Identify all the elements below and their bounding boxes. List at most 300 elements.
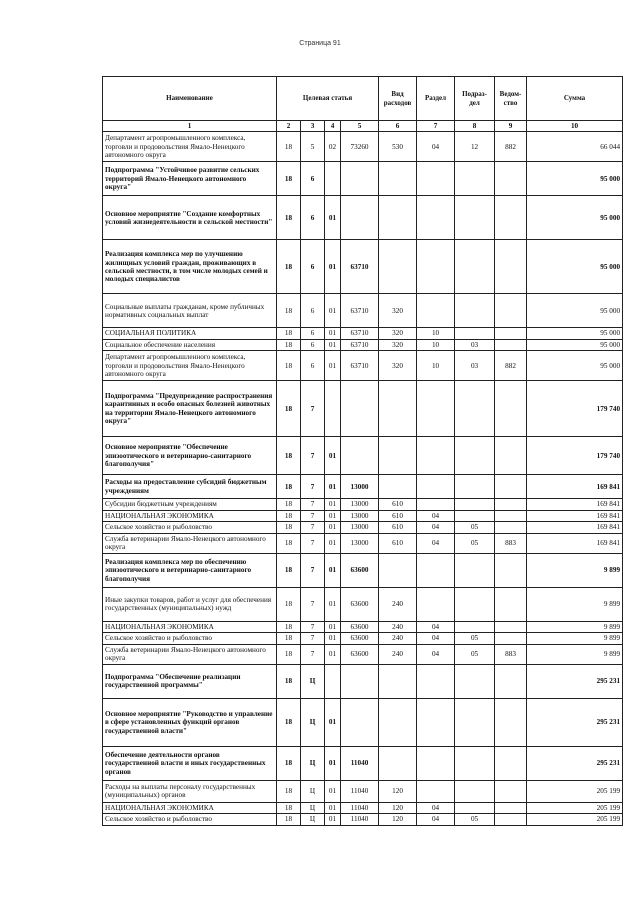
header-target-article: Целевая статья — [277, 77, 379, 121]
column-index-row — [103, 121, 623, 132]
row-activity: 01 — [325, 437, 341, 475]
row-program: 18 — [277, 162, 301, 196]
row-sum: 169 841 — [527, 522, 623, 533]
row-direction: 63600 — [341, 621, 379, 632]
row-expense-type: 240 — [379, 644, 417, 664]
row-subprogram: 6 — [301, 240, 325, 294]
row-name: Подпрограмма "Предупреждение распространения карантинных и особо опасных болезней животных на территории Ямало-Ненецкого автономного округа" — [103, 381, 277, 437]
budget-table — [102, 76, 623, 826]
row-direction: 63600 — [341, 553, 379, 587]
row-name: Сельское хозяйство и рыболовство — [103, 522, 277, 533]
row-activity — [325, 664, 341, 698]
row-section: 04 — [417, 644, 455, 664]
row-expense-type: 610 — [379, 499, 417, 510]
row-subsection — [455, 621, 495, 632]
row-department: 883 — [495, 644, 527, 664]
row-direction: 63710 — [341, 328, 379, 339]
row-activity: 01 — [325, 351, 341, 381]
row-direction: 11040 — [341, 814, 379, 825]
row-sum: 9 899 — [527, 633, 623, 644]
column-index: 8 — [455, 121, 495, 132]
column-index: 1 — [103, 121, 277, 132]
row-direction — [341, 698, 379, 746]
row-direction: 13000 — [341, 475, 379, 499]
row-subprogram: 7 — [301, 633, 325, 644]
row-activity: 01 — [325, 339, 341, 350]
row-program: 18 — [277, 553, 301, 587]
row-subsection — [455, 510, 495, 521]
table-row — [103, 351, 623, 381]
column-index: 6 — [379, 121, 417, 132]
table-row — [103, 510, 623, 521]
row-direction: 13000 — [341, 499, 379, 510]
row-subsection: 05 — [455, 633, 495, 644]
row-expense-type — [379, 381, 417, 437]
row-name: Иные закупки товаров, работ и услуг для обеспечения государственных (муниципальных) нужд — [103, 587, 277, 621]
row-department — [495, 339, 527, 350]
header-expense-type: Вид расходов — [379, 77, 417, 121]
row-department — [495, 746, 527, 780]
row-name: Служба ветеринарии Ямало-Ненецкого автономного округа — [103, 644, 277, 664]
row-section: 04 — [417, 510, 455, 521]
row-section — [417, 746, 455, 780]
row-activity — [325, 162, 341, 196]
row-department — [495, 802, 527, 813]
row-section — [417, 780, 455, 802]
table-row — [103, 328, 623, 339]
row-program: 18 — [277, 240, 301, 294]
row-program: 18 — [277, 196, 301, 240]
table-row — [103, 437, 623, 475]
row-expense-type: 610 — [379, 522, 417, 533]
row-subsection: 03 — [455, 351, 495, 381]
row-program: 18 — [277, 351, 301, 381]
header-sum: Сумма — [527, 77, 623, 121]
row-direction: 63710 — [341, 351, 379, 381]
row-expense-type — [379, 196, 417, 240]
row-activity: 01 — [325, 196, 341, 240]
row-subprogram: 7 — [301, 621, 325, 632]
row-activity: 01 — [325, 780, 341, 802]
row-section: 04 — [417, 802, 455, 813]
row-subsection — [455, 746, 495, 780]
table-row — [103, 499, 623, 510]
row-subprogram: 6 — [301, 294, 325, 328]
row-program: 18 — [277, 132, 301, 162]
row-subsection: 05 — [455, 644, 495, 664]
row-subsection — [455, 475, 495, 499]
row-subsection — [455, 437, 495, 475]
row-subsection — [455, 294, 495, 328]
table-row — [103, 522, 623, 533]
row-activity: 01 — [325, 499, 341, 510]
row-direction — [341, 196, 379, 240]
row-direction: 63710 — [341, 294, 379, 328]
row-program: 18 — [277, 522, 301, 533]
row-activity: 01 — [325, 644, 341, 664]
row-activity: 01 — [325, 746, 341, 780]
row-subprogram: 7 — [301, 522, 325, 533]
row-sum: 66 044 — [527, 132, 623, 162]
row-direction: 63710 — [341, 240, 379, 294]
table-row — [103, 814, 623, 825]
row-department — [495, 437, 527, 475]
row-direction: 11040 — [341, 802, 379, 813]
row-name: НАЦИОНАЛЬНАЯ ЭКОНОМИКА — [103, 802, 277, 813]
row-subsection — [455, 381, 495, 437]
row-expense-type — [379, 162, 417, 196]
row-department — [495, 328, 527, 339]
row-subsection — [455, 162, 495, 196]
row-section: 10 — [417, 351, 455, 381]
row-subsection: 03 — [455, 339, 495, 350]
row-section: 04 — [417, 814, 455, 825]
row-sum: 169 841 — [527, 533, 623, 553]
row-expense-type: 240 — [379, 633, 417, 644]
row-expense-type — [379, 475, 417, 499]
row-sum: 9 899 — [527, 587, 623, 621]
row-program: 18 — [277, 499, 301, 510]
row-subsection — [455, 499, 495, 510]
row-activity: 01 — [325, 553, 341, 587]
row-department: 882 — [495, 351, 527, 381]
row-expense-type — [379, 698, 417, 746]
row-expense-type: 320 — [379, 294, 417, 328]
row-program: 18 — [277, 698, 301, 746]
row-direction — [341, 381, 379, 437]
row-direction: 73260 — [341, 132, 379, 162]
row-sum: 179 740 — [527, 381, 623, 437]
row-subprogram: Ц — [301, 802, 325, 813]
row-name: Реализация комплекса мер по улучшению жилищных условий граждан, проживающих в сельской местности, в том числе молодых семей и молодых специалистов — [103, 240, 277, 294]
row-subsection: 05 — [455, 814, 495, 825]
table-row — [103, 240, 623, 294]
table-row — [103, 664, 623, 698]
row-program: 18 — [277, 587, 301, 621]
row-name: Сельское хозяйство и рыболовство — [103, 633, 277, 644]
row-section: 10 — [417, 339, 455, 350]
row-expense-type: 320 — [379, 339, 417, 350]
row-direction: 13000 — [341, 522, 379, 533]
table-row — [103, 587, 623, 621]
row-activity: 01 — [325, 814, 341, 825]
row-subsection: 12 — [455, 132, 495, 162]
table-row — [103, 780, 623, 802]
row-section — [417, 698, 455, 746]
header-section: Раздел — [417, 77, 455, 121]
row-expense-type: 120 — [379, 802, 417, 813]
row-sum: 205 199 — [527, 814, 623, 825]
row-program: 18 — [277, 339, 301, 350]
row-section — [417, 664, 455, 698]
row-program: 18 — [277, 475, 301, 499]
row-department — [495, 196, 527, 240]
row-name: НАЦИОНАЛЬНАЯ ЭКОНОМИКА — [103, 510, 277, 521]
row-section — [417, 475, 455, 499]
row-subsection — [455, 240, 495, 294]
row-activity: 01 — [325, 475, 341, 499]
header-department: Ведом-ство — [495, 77, 527, 121]
table-row — [103, 339, 623, 350]
row-department — [495, 475, 527, 499]
table-row — [103, 162, 623, 196]
row-section — [417, 196, 455, 240]
row-name: Основное мероприятие "Руководство и управление в сфере установленных функций органов государственной власти" — [103, 698, 277, 746]
row-name: Расходы на предоставление субсидий бюджетным учреждениям — [103, 475, 277, 499]
table-row — [103, 746, 623, 780]
row-department: 883 — [495, 533, 527, 553]
row-sum: 295 231 — [527, 698, 623, 746]
row-program: 18 — [277, 644, 301, 664]
row-sum: 95 000 — [527, 240, 623, 294]
row-sum: 9 899 — [527, 621, 623, 632]
row-name: Социальное обеспечение населения — [103, 339, 277, 350]
row-activity: 01 — [325, 240, 341, 294]
column-index: 2 — [277, 121, 301, 132]
row-program: 18 — [277, 780, 301, 802]
header-name: Наименование — [103, 77, 277, 121]
row-subsection — [455, 802, 495, 813]
row-section — [417, 587, 455, 621]
row-program: 18 — [277, 802, 301, 813]
row-department — [495, 814, 527, 825]
row-department — [495, 381, 527, 437]
row-subprogram: 6 — [301, 162, 325, 196]
row-name: Подпрограмма "Обеспечение реализации государственной программы" — [103, 664, 277, 698]
row-direction — [341, 437, 379, 475]
row-department: 882 — [495, 132, 527, 162]
row-subprogram: 7 — [301, 533, 325, 553]
row-sum: 169 841 — [527, 510, 623, 521]
row-sum: 169 841 — [527, 499, 623, 510]
table-row — [103, 533, 623, 553]
row-department — [495, 664, 527, 698]
row-sum: 205 199 — [527, 780, 623, 802]
row-program: 18 — [277, 533, 301, 553]
row-name: Департамент агропромышленного комплекса, торговли и продовольствия Ямало-Ненецкого автономного округа — [103, 132, 277, 162]
row-activity: 01 — [325, 698, 341, 746]
table-row — [103, 802, 623, 813]
row-expense-type: 240 — [379, 587, 417, 621]
row-activity — [325, 381, 341, 437]
row-activity: 01 — [325, 633, 341, 644]
row-department — [495, 621, 527, 632]
row-subprogram: 6 — [301, 339, 325, 350]
table-row — [103, 633, 623, 644]
row-name: Департамент агропромышленного комплекса, торговли и продовольствия Ямало-Ненецкого автономного округа — [103, 351, 277, 381]
row-subsection — [455, 328, 495, 339]
row-section: 04 — [417, 132, 455, 162]
row-subprogram: 6 — [301, 328, 325, 339]
row-subprogram: 7 — [301, 644, 325, 664]
row-expense-type: 120 — [379, 780, 417, 802]
row-expense-type: 610 — [379, 510, 417, 521]
row-sum: 9 899 — [527, 644, 623, 664]
header-subsection: Подраз-дел — [455, 77, 495, 121]
row-section: 04 — [417, 522, 455, 533]
row-subsection — [455, 780, 495, 802]
row-section — [417, 294, 455, 328]
row-sum: 295 231 — [527, 746, 623, 780]
table-row — [103, 475, 623, 499]
row-activity: 01 — [325, 294, 341, 328]
row-program: 18 — [277, 664, 301, 698]
row-program: 18 — [277, 437, 301, 475]
row-subprogram: Ц — [301, 780, 325, 802]
row-name: Служба ветеринарии Ямало-Ненецкого автономного округа — [103, 533, 277, 553]
row-expense-type: 240 — [379, 621, 417, 632]
row-expense-type: 320 — [379, 328, 417, 339]
row-activity: 01 — [325, 533, 341, 553]
table-row — [103, 132, 623, 162]
row-program: 18 — [277, 633, 301, 644]
row-name: Основное мероприятие "Создание комфортных условий жизнедеятельности в сельской местности" — [103, 196, 277, 240]
row-name: Расходы на выплаты персоналу государственных (муниципальных) органов — [103, 780, 277, 802]
row-name: Реализация комплекса мер по обеспечению эпизоотического и ветеринарно-санитарного благополучия — [103, 553, 277, 587]
row-sum: 95 000 — [527, 162, 623, 196]
row-section — [417, 240, 455, 294]
row-subsection — [455, 587, 495, 621]
row-subprogram: 5 — [301, 132, 325, 162]
column-index: 10 — [527, 121, 623, 132]
row-subsection: 05 — [455, 522, 495, 533]
row-activity: 02 — [325, 132, 341, 162]
row-department — [495, 294, 527, 328]
row-direction: 13000 — [341, 533, 379, 553]
row-name: НАЦИОНАЛЬНАЯ ЭКОНОМИКА — [103, 621, 277, 632]
row-activity: 01 — [325, 510, 341, 521]
row-department — [495, 499, 527, 510]
column-index: 4 — [325, 121, 341, 132]
row-name: Социальные выплаты гражданам, кроме публичных нормативных социальных выплат — [103, 294, 277, 328]
table-row — [103, 196, 623, 240]
table-row — [103, 294, 623, 328]
row-direction: 11040 — [341, 780, 379, 802]
row-sum: 95 000 — [527, 351, 623, 381]
row-expense-type — [379, 664, 417, 698]
row-direction: 63600 — [341, 644, 379, 664]
row-name: Обеспечение деятельности органов государственной власти и иных государственных органов — [103, 746, 277, 780]
row-subsection — [455, 664, 495, 698]
row-direction: 13000 — [341, 510, 379, 521]
row-subprogram: Ц — [301, 698, 325, 746]
row-expense-type — [379, 437, 417, 475]
row-program: 18 — [277, 746, 301, 780]
row-expense-type: 610 — [379, 533, 417, 553]
row-activity: 01 — [325, 522, 341, 533]
row-subsection: 05 — [455, 533, 495, 553]
row-name: Субсидии бюджетным учреждениям — [103, 499, 277, 510]
row-sum: 205 199 — [527, 802, 623, 813]
row-activity: 01 — [325, 328, 341, 339]
row-direction — [341, 664, 379, 698]
row-program: 18 — [277, 294, 301, 328]
row-name: Подпрограмма "Устойчивое развитие сельских территорий Ямало-Ненецкого автономного округа" — [103, 162, 277, 196]
row-section — [417, 437, 455, 475]
row-direction: 63710 — [341, 339, 379, 350]
row-subsection — [455, 698, 495, 746]
row-expense-type — [379, 746, 417, 780]
row-program: 18 — [277, 621, 301, 632]
row-department — [495, 553, 527, 587]
table-row — [103, 698, 623, 746]
row-activity: 01 — [325, 802, 341, 813]
row-subprogram: 7 — [301, 510, 325, 521]
row-expense-type — [379, 240, 417, 294]
table-row — [103, 621, 623, 632]
row-section: 04 — [417, 621, 455, 632]
column-index: 7 — [417, 121, 455, 132]
column-index: 9 — [495, 121, 527, 132]
row-department — [495, 240, 527, 294]
row-program: 18 — [277, 814, 301, 825]
row-subprogram: 6 — [301, 351, 325, 381]
row-department — [495, 633, 527, 644]
row-direction: 11040 — [341, 746, 379, 780]
table-row — [103, 381, 623, 437]
row-subprogram: 7 — [301, 437, 325, 475]
row-sum: 95 000 — [527, 328, 623, 339]
row-name: СОЦИАЛЬНАЯ ПОЛИТИКА — [103, 328, 277, 339]
row-sum: 95 000 — [527, 196, 623, 240]
row-subprogram: 7 — [301, 587, 325, 621]
row-department — [495, 510, 527, 521]
row-section — [417, 499, 455, 510]
row-expense-type: 530 — [379, 132, 417, 162]
row-sum: 95 000 — [527, 339, 623, 350]
row-section — [417, 381, 455, 437]
row-program: 18 — [277, 381, 301, 437]
row-program: 18 — [277, 510, 301, 521]
row-sum: 95 000 — [527, 294, 623, 328]
row-subprogram: 7 — [301, 499, 325, 510]
row-sum: 9 899 — [527, 553, 623, 587]
table-row — [103, 553, 623, 587]
row-subprogram: 7 — [301, 475, 325, 499]
row-section — [417, 553, 455, 587]
row-subprogram: Ц — [301, 746, 325, 780]
table-body — [103, 121, 623, 826]
row-direction: 63600 — [341, 633, 379, 644]
row-subprogram: 6 — [301, 196, 325, 240]
row-subprogram: 7 — [301, 553, 325, 587]
row-department — [495, 162, 527, 196]
row-program: 18 — [277, 328, 301, 339]
row-subprogram: 7 — [301, 381, 325, 437]
row-sum: 179 740 — [527, 437, 623, 475]
row-name: Основное мероприятие "Обеспечение эпизоотического и ветеринарно-санитарного благополучия" — [103, 437, 277, 475]
table-row — [103, 644, 623, 664]
page-label: Страница 91 — [299, 40, 341, 47]
row-direction — [341, 162, 379, 196]
row-section: 04 — [417, 533, 455, 553]
column-index: 3 — [301, 121, 325, 132]
row-department — [495, 587, 527, 621]
row-sum: 295 231 — [527, 664, 623, 698]
row-direction: 63600 — [341, 587, 379, 621]
row-section — [417, 162, 455, 196]
row-subprogram: Ц — [301, 664, 325, 698]
row-section: 04 — [417, 633, 455, 644]
row-activity: 01 — [325, 587, 341, 621]
row-activity: 01 — [325, 621, 341, 632]
row-expense-type — [379, 553, 417, 587]
column-index: 5 — [341, 121, 379, 132]
row-expense-type: 320 — [379, 351, 417, 381]
row-subprogram: Ц — [301, 814, 325, 825]
row-sum: 169 841 — [527, 475, 623, 499]
row-name: Сельское хозяйство и рыболовство — [103, 814, 277, 825]
